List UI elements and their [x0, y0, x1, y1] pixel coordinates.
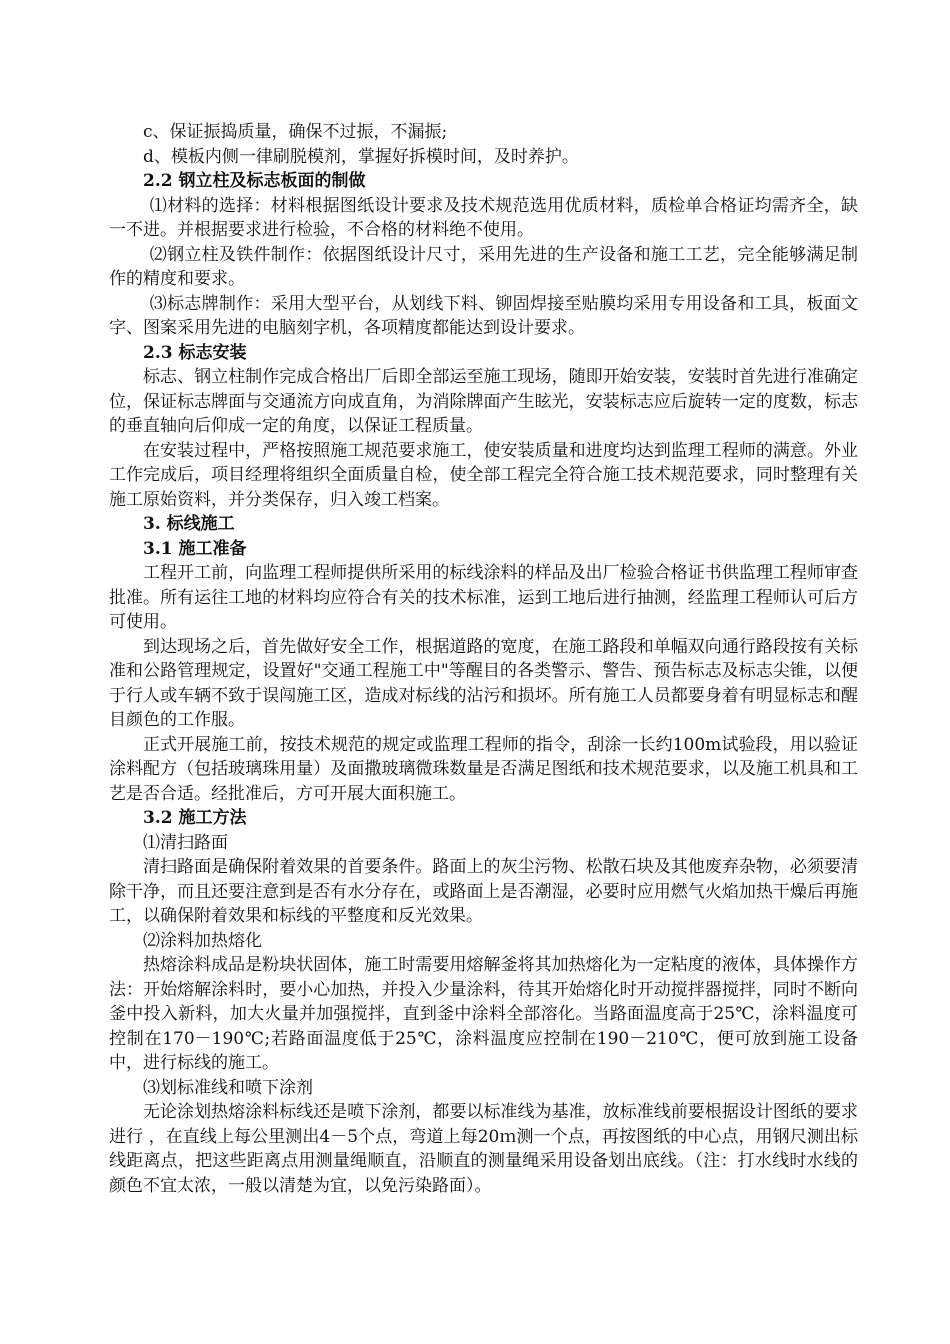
- paragraph: ⑴清扫路面: [143, 832, 228, 853]
- paragraph: ⑵钢立柱及铁件制作：依据图纸设计尺寸，采用先进的生产设备和施工工艺，完全能够满足制作的精度和要求。: [109, 244, 858, 289]
- section-heading: 3.1 施工准备: [143, 538, 247, 559]
- paragraph: 标志、钢立柱制作完成合格出厂后即全部运至施工现场，随即开始安装，安装时首先进行准确定位，保证标志牌面与交通流方向成直角，为消除牌面产生眩光，安装标志应后旋转一定的度数，标志的垂直轴向后仰成一定的角度，以保证工程质量。: [109, 367, 858, 436]
- paragraph: 正式开展施工前，按技术规范的规定或监理工程师的指令，刮涂一长约100m试验段，用以验证涂料配方（包括玻璃珠用量）及面撒玻璃微珠数量是否满足图纸和技术规范要求，以及施工机具和工艺是否合适。经批准后，方可开展大面积施工。: [109, 734, 858, 804]
- paragraph: d、模板内侧一律刷脱模剂，掌握好拆模时间，及时养护。: [143, 146, 579, 167]
- paragraph: 热熔涂料成品是粉块状固体，施工时需要用熔解釜将其加热熔化为一定粘度的液体，具体操作方法：开始熔解涂料时，要小心加热，并投入少量涂料，待其开始熔化时开动搅拌器搅拌，同时不断向釜中投入新料，加大火量并加强搅拌，直到釜中涂料全部溶化。当路面温度高于25℃，涂料温度可控制在170－190℃;若路面温度低于25℃，涂料温度应控制在190－210℃，便可放到施工设备中，进行标线的施工。: [109, 955, 858, 1073]
- paragraph: ⑴材料的选择：材料根据图纸设计要求及技术规范选用优质材料，质检单合格证均需齐全，缺一不进。并根据要求进行检验，不合格的材料绝不使用。: [109, 195, 858, 240]
- section-heading: 3. 标线施工: [143, 514, 235, 534]
- paragraph: 工程开工前，向监理工程师提供所采用的标线涂料的样品及出厂检验合格证书供监理工程师审查批准。所有运往工地的材料均应符合有关的技术标准，运到工地后进行抽测，经监理工程师认可后方可使用。: [109, 563, 858, 632]
- section-heading: 3.2 施工方法: [143, 808, 247, 828]
- paragraph: 清扫路面是确保附着效果的首要条件。路面上的灰尘污物、松散石块及其他废弃杂物，必须要清除干净，而且还要注意到是否有水分存在，或路面上是否潮湿，必要时应用燃气火焰加热干燥后再施工，以确保附着效果和标线的平整度和反光效果。: [109, 857, 858, 926]
- section-heading: 2.2 钢立柱及标志板面的制做: [143, 171, 366, 191]
- document-body: [109, 120, 858, 1198]
- paragraph: 无论涂划热熔涂料标线还是喷下涂剂，都要以标准线为基准，放标准线前要根据设计图纸的要求进行 ，在直线上每公里测出4－5个点，弯道上每20ｍ测一个点，再按图纸的中心点，用钢尺测出标线距离点，把这些距离点用测量绳顺直，沿顺直的测量绳采用设备划出底线。（注：打水线时水线的颜色不宜太浓，一般以清楚为宜，以免污染路面）。: [109, 1102, 858, 1196]
- section-heading: 2.3 标志安装: [143, 342, 247, 363]
- paragraph: c、保证振捣质量，确保不过振，不漏振;: [143, 122, 448, 142]
- paragraph: 在安装过程中，严格按照施工规范要求施工，使安装质量和进度均达到监理工程师的满意。外业工作完成后，项目经理将组织全面质量自检，使全部工程完全符合施工技术规范要求，同时整理有关施工原始资料，并分类保存，归入竣工档案。: [109, 440, 858, 510]
- paragraph: 到达现场之后，首先做好安全工作，根据道路的宽度，在施工路段和单幅双向通行路段按有关标准和公路管理规定，设置好"交通工程施工中"等醒目的各类警示、警告、预告标志及标志尖锥，以便于行人或车辆不致于误闯施工区，造成对标线的沾污和损坏。所有施工人员都要身着有明显标志和醒目颜色的工作服。: [109, 636, 858, 730]
- paragraph: ⑵涂料加热熔化: [143, 930, 262, 951]
- paragraph: ⑶标志牌制作：采用大型平台，从划线下料、铆固焊接至贴膜均采用专用设备和工具，板面文字、图案采用先进的电脑刻字机，各项精度都能达到设计要求。: [109, 293, 858, 338]
- paragraph: ⑶划标准线和喷下涂剂: [143, 1077, 313, 1098]
